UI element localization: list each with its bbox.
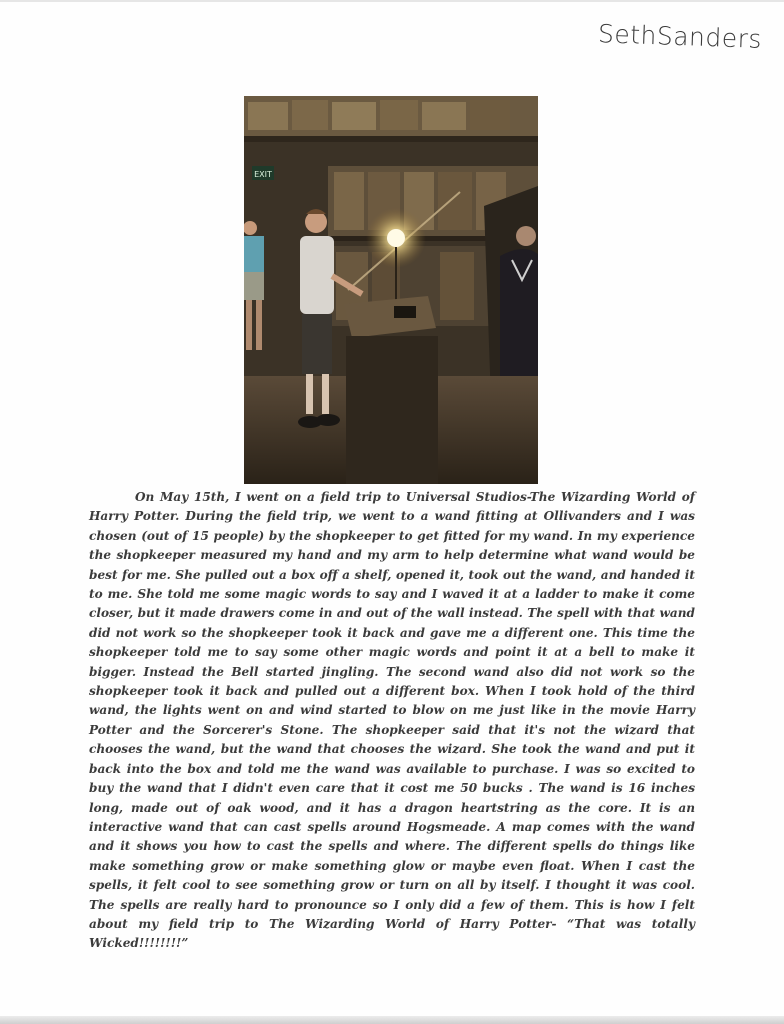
scan-top-edge [0, 0, 784, 2]
wand-shop-photo [244, 96, 538, 484]
essay-text: On May 15th, I went on a field trip to Universal Studios-The Wizarding World of Harry Potter. During the field trip, we went to a wand fitting at Ollivanders and I was chosen (out of 15 people) by the shopkeeper to get fitted for my wand. In my experience the shopkeeper measured my hand and my arm to help determine what wand would be best for me. She pulled out a box off a shelf, opened it, took out the wand, and handed it to me. She told me some magic words to say and I waved it at a ladder to make it come closer, but it made drawers come in and out of the wall instead. The spell with that wand did not work so the shopkeeper took it back and gave me a different one. This time the shopkeeper told me to say some other magic words and point it at a bell to make it bigger. Instead the Bell started jingling. The second wand also did not work so the shopkeeper took it back and pulled out a different box. When I took hold of the third wand, the lights went on and wind started to blow on me just like in the movie Harry Potter and the Sorcerer's Stone. The shopkeeper said that it's not the wizard that chooses the wand, but the wand that chooses the wizard. She took the wand and put it back into the box and told me the wand was available to purchase. I was so excited to buy the wand that I didn't even care that it cost me 50 bucks . The wand is 16 inches long, made out of oak wood, and it has a dragon heartstring as the core. It is an interactive wand that can cast spells around Hogsmeade. A map comes with the wand and it shows you how to cast the spells and where. The different spells do things like make something grow or make something glow or maybe even float. When I cast the spells, it felt cool to see something grow or turn on all by itself. I thought it was cool. The spells are really hard to pronounce so I only did a few of them. This is how I felt about my field trip to The Wizarding World of Harry Potter- “That was totally Wicked!!!!!!!!” [89, 490, 695, 951]
shop-counter [344, 296, 438, 484]
scan-bottom-edge [0, 1016, 784, 1024]
author-signature: SethSanders [597, 19, 763, 54]
svg-text:EXIT: EXIT [254, 170, 272, 179]
